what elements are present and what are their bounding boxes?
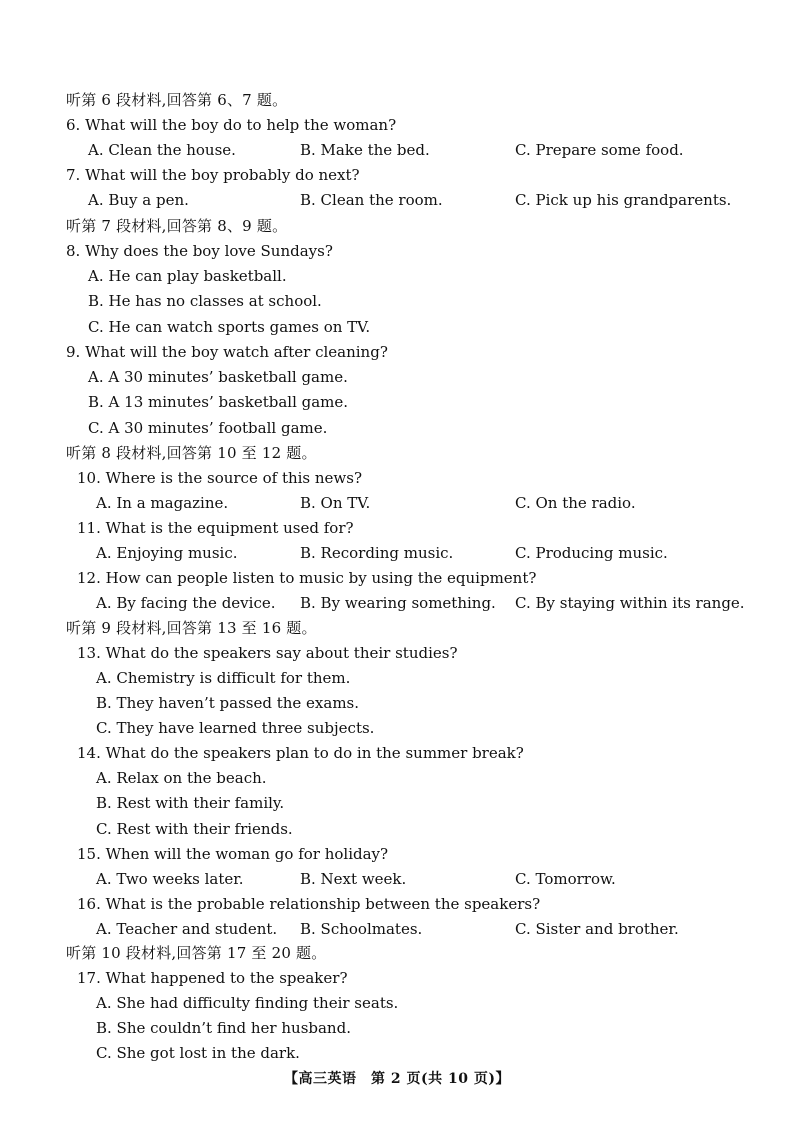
option-c: C. Tomorrow. [515,870,616,888]
option-a: A. He can play basketball. [88,267,287,285]
option-b: B. Recording music. [300,544,454,562]
question-14: 14. What do the speakers plan to do in the summer break? [77,744,524,762]
option-a: A. Enjoying music. [96,544,238,562]
options-row-10 [0,491,794,516]
option-c: C. On the radio. [515,494,636,512]
section-heading: 听第 9 段材料,回答第 13 至 16 题。 [66,619,317,637]
question-6: 6. What will the boy do to help the woman? [66,116,397,134]
option-a: A. She had difficulty finding their seats. [96,994,399,1012]
option-a: A. Two weeks later. [96,870,244,888]
option-b: B. They haven’t passed the exams. [96,694,360,712]
option-a: A. Buy a pen. [88,191,189,209]
option-c: C. Prepare some food. [515,141,684,159]
options-row-7 [0,188,794,213]
options-row-11 [0,541,794,566]
options-row-12 [0,591,794,616]
option-b: B. Next week. [300,870,407,888]
option-a: A. Relax on the beach. [96,769,267,787]
question-9: 9. What will the boy watch after cleaning? [66,343,388,361]
option-c: C. Rest with their friends. [96,820,293,838]
option-a: A. A 30 minutes’ basketball game. [88,368,348,386]
option-c: C. He can watch sports games on TV. [88,318,371,336]
option-b: B. Clean the room. [300,191,443,209]
option-a: A. In a magazine. [96,494,229,512]
options-row-16 [0,917,794,942]
option-b: B. On TV. [300,494,371,512]
question-13: 13. What do the speakers say about their studies? [77,644,458,662]
option-c: C. Sister and brother. [515,920,679,938]
page-footer: 【高三英语 第 2 页(共 10 页)】 [284,1071,510,1087]
question-10: 10. Where is the source of this news? [77,469,363,487]
option-c: C. She got lost in the dark. [96,1044,300,1062]
option-b: B. She couldn’t find her husband. [96,1019,351,1037]
option-a: A. Chemistry is difficult for them. [96,669,351,687]
option-a: A. Clean the house. [88,141,236,159]
question-15: 15. When will the woman go for holiday? [77,845,389,863]
question-7: 7. What will the boy probably do next? [66,166,360,184]
options-row-6 [0,138,794,163]
option-b: B. Make the bed. [300,141,430,159]
option-a: A. Teacher and student. [96,920,278,938]
option-c: C. A 30 minutes’ football game. [88,419,328,437]
option-b: B. A 13 minutes’ basketball game. [88,393,349,411]
question-17: 17. What happened to the speaker? [77,969,348,987]
section-heading: 听第 6 段材料,回答第 6、7 题。 [66,91,288,109]
question-8: 8. Why does the boy love Sundays? [66,242,333,260]
option-b: B. He has no classes at school. [88,292,322,310]
option-b: B. By wearing something. [300,594,496,612]
section-heading: 听第 10 段材料,回答第 17 至 20 题。 [66,944,327,962]
question-12: 12. How can people listen to music by using the equipment? [77,569,537,587]
option-b: B. Rest with their family. [96,794,285,812]
options-row-15 [0,867,794,892]
option-b: B. Schoolmates. [300,920,423,938]
option-c: C. Producing music. [515,544,668,562]
question-16: 16. What is the probable relationship between the speakers? [77,895,541,913]
option-c: C. Pick up his grandparents. [515,191,732,209]
section-heading: 听第 8 段材料,回答第 10 至 12 题。 [66,444,317,462]
option-a: A. By facing the device. [96,594,276,612]
section-heading: 听第 7 段材料,回答第 8、9 题。 [66,217,288,235]
option-c: C. They have learned three subjects. [96,719,375,737]
option-c: C. By staying within its range. [515,594,745,612]
question-11: 11. What is the equipment used for? [77,519,354,537]
